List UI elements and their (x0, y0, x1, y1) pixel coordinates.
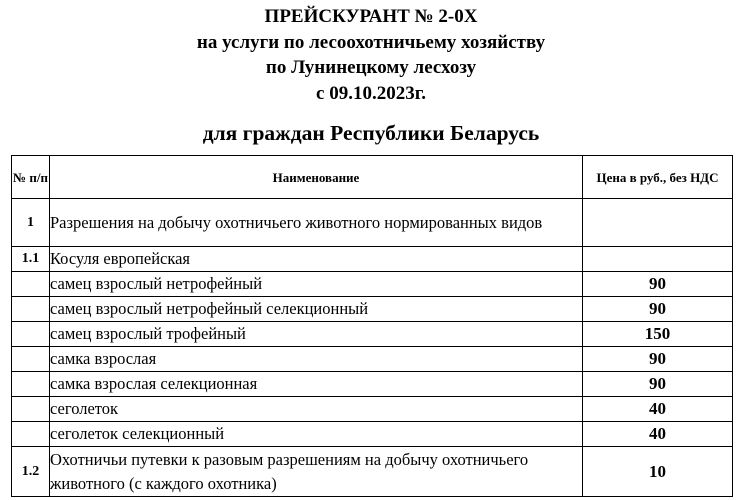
table-row (12, 322, 733, 347)
table-row (12, 397, 733, 422)
column-header-price: Цена в руб., без НДС (583, 156, 733, 199)
row-price: 90 (583, 272, 733, 297)
row-number: 1.2 (12, 447, 50, 497)
table-row (12, 447, 733, 497)
row-price (583, 199, 733, 247)
table-row (12, 372, 733, 397)
table-row (12, 199, 733, 247)
row-name: сеголеток (50, 397, 583, 422)
row-price: 40 (583, 422, 733, 447)
price-list-title: ПРЕЙСКУРАНТ № 2-0Х (264, 6, 478, 27)
row-number (12, 347, 50, 372)
table-row (12, 297, 733, 322)
row-number (12, 322, 50, 347)
row-number (12, 422, 50, 447)
row-price: 90 (583, 372, 733, 397)
row-number (12, 297, 50, 322)
row-price: 10 (583, 447, 733, 497)
row-name: сеголеток селекционный (50, 422, 583, 447)
row-price: 40 (583, 397, 733, 422)
price-list-date: с 09.10.2023г. (316, 82, 426, 104)
row-number (12, 372, 50, 397)
row-name: Косуля европейская (50, 247, 583, 272)
row-name: самец взрослый трофейный (50, 322, 583, 347)
table-row (12, 272, 733, 297)
row-name: Разрешения на добычу охотничьего животного нормированных видов (50, 199, 583, 247)
row-price: 150 (583, 322, 733, 347)
row-number (12, 397, 50, 422)
row-number (12, 272, 50, 297)
price-list-audience: для граждан Республики Беларусь (202, 121, 540, 145)
price-list-subject: на услуги по лесоохотничьему хозяйству (196, 31, 546, 53)
row-name: самка взрослая (50, 347, 583, 372)
price-table (11, 155, 733, 497)
row-price (583, 247, 733, 272)
table-row (12, 422, 733, 447)
table-row (12, 347, 733, 372)
row-price: 90 (583, 297, 733, 322)
row-number: 1 (12, 199, 50, 247)
table-header-row (12, 156, 733, 199)
column-header-number: № п/п (12, 156, 50, 199)
row-name: Охотничьи путевки к разовым разрешениям на добычу охотничьего животного (с каждого охотника) (50, 447, 583, 497)
column-header-name: Наименование (50, 156, 583, 199)
row-name: самец взрослый нетрофейный (50, 272, 583, 297)
price-list-header (0, 4, 742, 106)
row-name: самец взрослый нетрофейный селекционный (50, 297, 583, 322)
row-price: 90 (583, 347, 733, 372)
price-list-organization: по Лунинецкому лесхозу (265, 57, 477, 78)
table-row (12, 247, 733, 272)
row-number: 1.1 (12, 247, 50, 272)
row-name: самка взрослая селекционная (50, 372, 583, 397)
